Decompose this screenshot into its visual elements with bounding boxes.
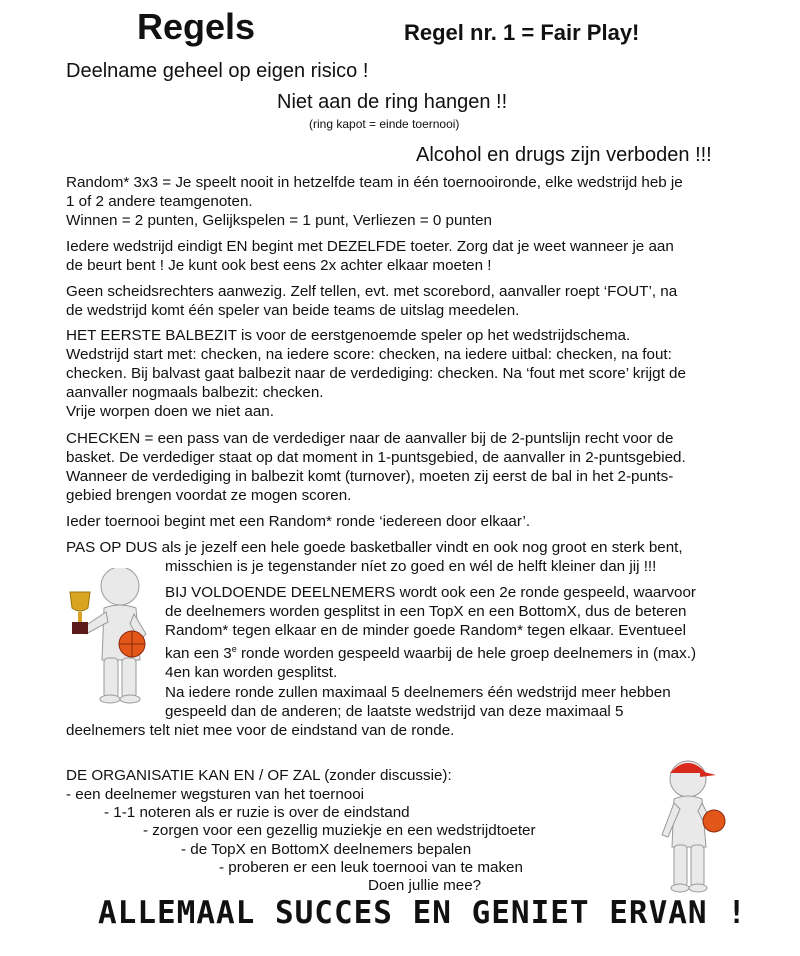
text-line: basket. De verdediger staat op dat moment in 1-puntsgebied, de aanvaller in 2-puntsgebied. (66, 449, 686, 466)
cap-figure-icon (652, 755, 732, 895)
organisation-item: - proberen er een leuk toernooi van te maken (219, 859, 523, 876)
paragraph-random (66, 173, 683, 230)
paragraph-pas-op-line-2: misschien is je tegenstander níet zo goed en wél de helft kleiner dan jij !!! (165, 558, 657, 575)
text-line (165, 640, 696, 663)
organisation-item: - 1-1 noteren als er ruzie is over de eindstand (104, 804, 410, 821)
text-line: HET EERSTE BALBEZIT is voor de eerstgenoemde speler op het wedstrijdschema. (66, 327, 631, 344)
text-line: Random* tegen elkaar en de minder goede Random* tegen elkaar. Eventueel (165, 622, 686, 639)
paragraph-balbezit (66, 326, 686, 421)
paragraph-checken (66, 429, 686, 505)
ring-rule-note: (ring kapot = einde toernooi) (309, 117, 460, 131)
paragraph-toeter (66, 237, 674, 275)
superscript: e (231, 644, 237, 654)
text-line: gebied brengen voordat ze mogen scoren. (66, 487, 352, 504)
text-line: 1 of 2 andere teamgenoten. (66, 193, 253, 210)
text-line: Vrije worpen doen we niet aan. (66, 403, 274, 420)
page-title: Regels (137, 6, 256, 47)
paragraph-maximaal-lines (165, 683, 671, 721)
text-fragment: ronde worden gespeeld waarbij de hele groep deelnemers in (max.) (236, 645, 697, 663)
join-question: Doen jullie mee? (368, 877, 482, 894)
trophy-figure-icon (68, 568, 160, 708)
text-line: de beurt bent ! Je kunt ook best eens 2x achter elkaar moeten ! (66, 257, 492, 274)
text-line: de deelnemers worden gesplitst in een TopX en een BottomX, dus de beteren (165, 603, 687, 620)
text-line: CHECKEN = een pass van de verdediger naar de aanvaller bij de 2-puntslijn recht voor de (66, 430, 674, 447)
paragraph-maximaal-last: deelnemers telt niet mee voor de eindstand van de ronde. (66, 722, 455, 739)
closing-slogan: ALLEMAAL SUCCES EN GENIET ERVAN ! (98, 895, 747, 931)
text-fragment: kan een 3 (165, 645, 232, 663)
text-line: BIJ VOLDOENDE DEELNEMERS wordt ook een 2e ronde gespeeld, waarvoor (165, 584, 696, 601)
text-line: Winnen = 2 punten, Gelijkspelen = 1 punt, Verliezen = 0 punten (66, 212, 492, 229)
text-line: Wedstrijd start met: checken, na iedere score: checken, na iedere uitbal: checken, na fout: (66, 346, 672, 363)
organisation-item: - een deelnemer wegsturen van het toernooi (66, 786, 365, 803)
risk-notice: Deelname geheel op eigen risico ! (66, 60, 369, 82)
organisation-item: - de TopX en BottomX deelnemers bepalen (181, 841, 472, 858)
paragraph-pas-op-line-1: PAS OP DUS als je jezelf een hele goede basketballer vindt en ook nog groot en sterk bent, (66, 539, 683, 556)
text-line: 4en kan worden gesplitst. (165, 664, 338, 682)
organisation-item: - zorgen voor een gezellig muziekje en een wedstrijdtoeter (143, 822, 536, 839)
text-line: Wanneer de verdediging in balbezit komt (turnover), moeten zij eerst de bal in het 2-punts- (66, 468, 674, 485)
alcohol-rule: Alcohol en drugs zijn verboden !!! (416, 144, 712, 166)
text-line: gespeeld dan de anderen; de laatste wedstrijd van deze maximaal 5 (165, 703, 624, 720)
text-line: checken. Bij balvast gaat balbezit naar de verdediging: checken. Na ‘fout met score’ krijgt de (66, 365, 686, 382)
ring-rule: Niet aan de ring hangen !! (277, 91, 508, 113)
text-line: de wedstrijd komt één speler van beide teams de uitslag meedelen. (66, 302, 520, 319)
text-line: Random* 3x3 = Je speelt nooit in hetzelfde team in één toernooironde, elke wedstrijd heb je (66, 174, 683, 191)
paragraph-random-ronde: Ieder toernooi begint met een Random* ronde ‘iedereen door elkaar’. (66, 513, 531, 530)
paragraph-scheidsrechters (66, 282, 677, 320)
text-line: aanvaller nogmaals balbezit: checken. (66, 384, 324, 401)
paragraph-voldoende-deelnemers (165, 583, 696, 682)
organisation-header: DE ORGANISATIE KAN EN / OF ZAL (zonder discussie): (66, 767, 452, 784)
rule-one-heading: Regel nr. 1 = Fair Play! (404, 20, 640, 45)
text-line: Na iedere ronde zullen maximaal 5 deelnemers één wedstrijd meer hebben (165, 684, 671, 701)
text-line: Geen scheidsrechters aanwezig. Zelf tellen, evt. met scorebord, aanvaller roept ‘FOUT’, na (66, 283, 678, 300)
text-line: Iedere wedstrijd eindigt EN begint met DEZELFDE toeter. Zorg dat je weet wanneer je aan (66, 238, 674, 255)
